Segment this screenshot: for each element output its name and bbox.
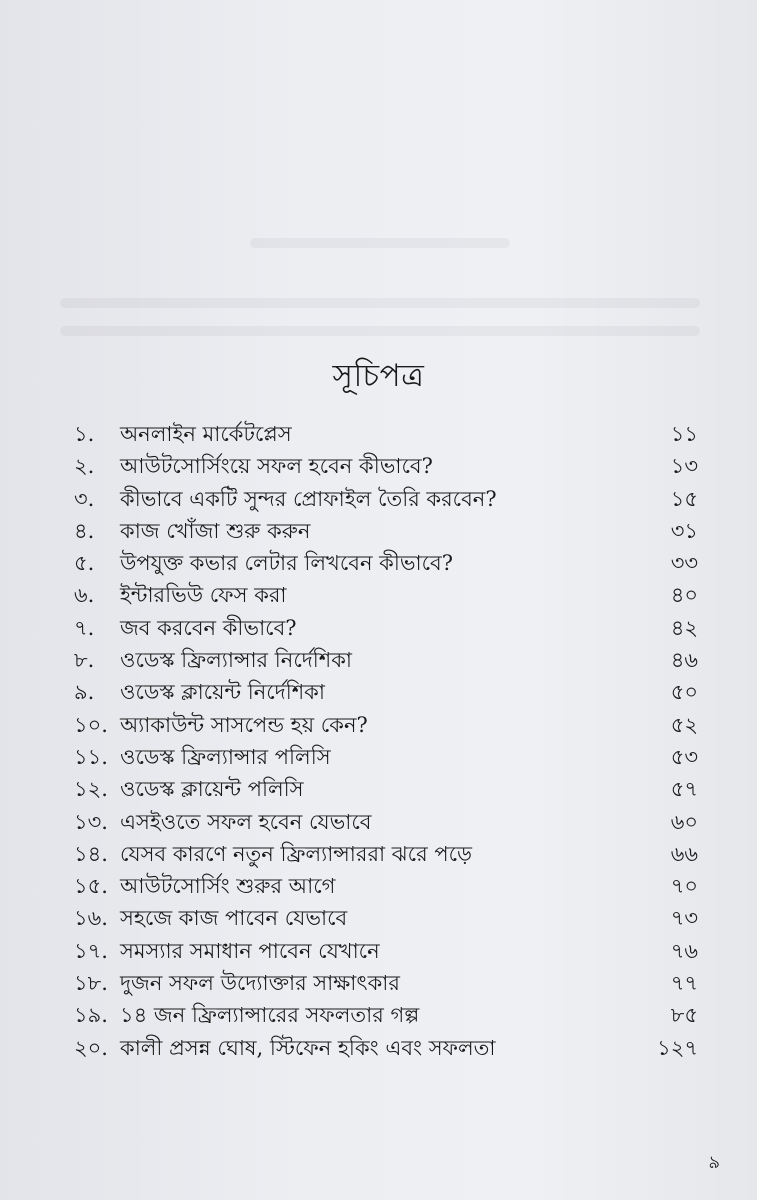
toc-entry — [64, 644, 704, 676]
toc-entry-number: ৪. — [74, 518, 95, 543]
toc-entry-title: দুজন সফল উদ্যোক্তার সাক্ষাৎকার — [120, 971, 400, 996]
toc-entry — [64, 612, 704, 644]
toc-entry-page: ১৩ — [670, 454, 698, 479]
toc-entry — [64, 1032, 704, 1064]
toc-entry-title: আউটসোর্সিংয়ে সফল হবেন কীভাবে? — [120, 454, 433, 479]
toc-entry-page: ১১ — [670, 422, 698, 446]
toc-entry — [64, 773, 704, 805]
toc-entry-number: ১৬. — [74, 906, 108, 931]
toc-entry-title: অ্যাকাউন্ট সাসপেন্ড হয় কেন? — [120, 712, 368, 737]
toc-entry-page: ১৫ — [670, 486, 698, 511]
toc-entry — [64, 709, 704, 741]
show-through-line — [60, 326, 700, 336]
toc-entry-title: কালী প্রসন্ন ঘোষ, স্টিফেন হকিং এবং সফলতা — [120, 1035, 496, 1060]
toc-entry-title: জব করবেন কীভাবে? — [120, 615, 297, 640]
toc-entry-number: ১০. — [74, 712, 108, 737]
toc-entry — [64, 676, 704, 708]
toc-entry-page: ১২৭ — [657, 1035, 698, 1060]
toc-entry — [64, 515, 704, 547]
toc-entry-page: ৫৩ — [670, 744, 698, 769]
toc-entry-number: ৬. — [74, 583, 95, 608]
toc-entry-page: ৫২ — [670, 712, 698, 737]
toc-entry-number: ১৫. — [74, 874, 108, 899]
toc-entry-page: ৮৫ — [670, 1003, 698, 1028]
toc-entry-page: ৩৩ — [670, 551, 698, 576]
show-through-line — [250, 238, 510, 248]
toc-entry — [64, 579, 704, 611]
toc-entry-number: ১৩. — [74, 809, 108, 834]
toc-entry-title: ইন্টারভিউ ফেস করা — [120, 583, 287, 608]
toc-entry-number: ৮. — [74, 648, 95, 673]
toc-entry-number: ১. — [74, 422, 95, 446]
toc-entry-page: ৩১ — [670, 518, 698, 543]
toc-entry — [64, 547, 704, 579]
toc-entry-number: ১৯. — [74, 1003, 108, 1028]
toc-entry-page: ৭৭ — [670, 971, 698, 996]
toc-entry-title: এসইওতে সফল হবেন যেভাবে — [120, 809, 372, 834]
toc-entry — [64, 838, 704, 870]
toc-entry-title: উপযুক্ত কভার লেটার লিখবেন কীভাবে? — [120, 551, 453, 576]
toc-entry-number: ২. — [74, 454, 95, 479]
toc-entry-title: ওডেস্ক ক্লায়েন্ট নির্দেশিকা — [120, 680, 325, 705]
toc-entry — [64, 967, 704, 999]
table-of-contents — [64, 418, 704, 1064]
toc-entry-title: আউটসোর্সিং শুরুর আগে — [120, 874, 336, 899]
toc-entry-title: কীভাবে একটি সুন্দর প্রোফাইল তৈরি করবেন? — [120, 486, 497, 511]
show-through-line — [60, 298, 700, 308]
toc-entry-title: যেসব কারণে নতুন ফ্রিল্যান্সাররা ঝরে পড়ে — [120, 841, 473, 866]
toc-entry — [64, 902, 704, 934]
toc-entry-title: ১৪ জন ফ্রিল্যান্সারের সফলতার গল্প — [120, 1003, 420, 1028]
toc-entry-number: ৭. — [74, 615, 95, 640]
toc-entry-number: ১৪. — [74, 841, 108, 866]
toc-entry-page: ৭০ — [670, 874, 698, 899]
toc-entry-title: ওডেস্ক ক্লায়েন্ট পলিসি — [120, 777, 304, 802]
toc-entry-number: ৫. — [74, 551, 95, 576]
toc-entry — [64, 806, 704, 838]
toc-entry-number: ১৮. — [74, 971, 108, 996]
toc-entry-page: ৬০ — [670, 809, 698, 834]
toc-entry-title: সমস্যার সমাধান পাবেন যেখানে — [120, 938, 380, 963]
toc-entry — [64, 870, 704, 902]
toc-entry — [64, 418, 704, 450]
toc-entry-page: ৪৬ — [670, 648, 698, 673]
toc-entry-number: ১২. — [74, 777, 108, 802]
toc-entry-page: ৪২ — [670, 615, 698, 640]
page-number: ৯ — [708, 1152, 720, 1173]
toc-entry-title: ওডেস্ক ফ্রিল্যান্সার পলিসি — [120, 744, 331, 769]
toc-entry-page: ৪০ — [670, 583, 698, 608]
page-title: সূচিপত্র — [332, 358, 425, 394]
toc-entry-number: ১৭. — [74, 938, 108, 963]
toc-entry-page: ৫০ — [670, 680, 698, 705]
toc-entry-number: ১১. — [74, 744, 108, 769]
toc-entry — [64, 741, 704, 773]
toc-entry-number: ৩. — [74, 486, 95, 511]
toc-entry-page: ৭৩ — [670, 906, 698, 931]
toc-entry — [64, 450, 704, 482]
toc-entry-page: ৫৭ — [670, 777, 698, 802]
toc-entry — [64, 935, 704, 967]
toc-entry — [64, 483, 704, 515]
toc-entry-number: ২০. — [74, 1035, 108, 1060]
toc-entry-number: ৯. — [74, 680, 95, 705]
toc-entry-page: ৬৬ — [670, 841, 698, 866]
toc-entry-title: সহজে কাজ পাবেন যেভাবে — [120, 906, 348, 931]
toc-entry-page: ৭৬ — [670, 938, 698, 963]
toc-entry-title: অনলাইন মার্কেটপ্লেস — [120, 422, 292, 446]
toc-entry-title: ওডেস্ক ফ্রিল্যান্সার নির্দেশিকা — [120, 648, 353, 673]
toc-entry-title: কাজ খোঁজা শুরু করুন — [120, 518, 311, 543]
toc-entry — [64, 999, 704, 1031]
